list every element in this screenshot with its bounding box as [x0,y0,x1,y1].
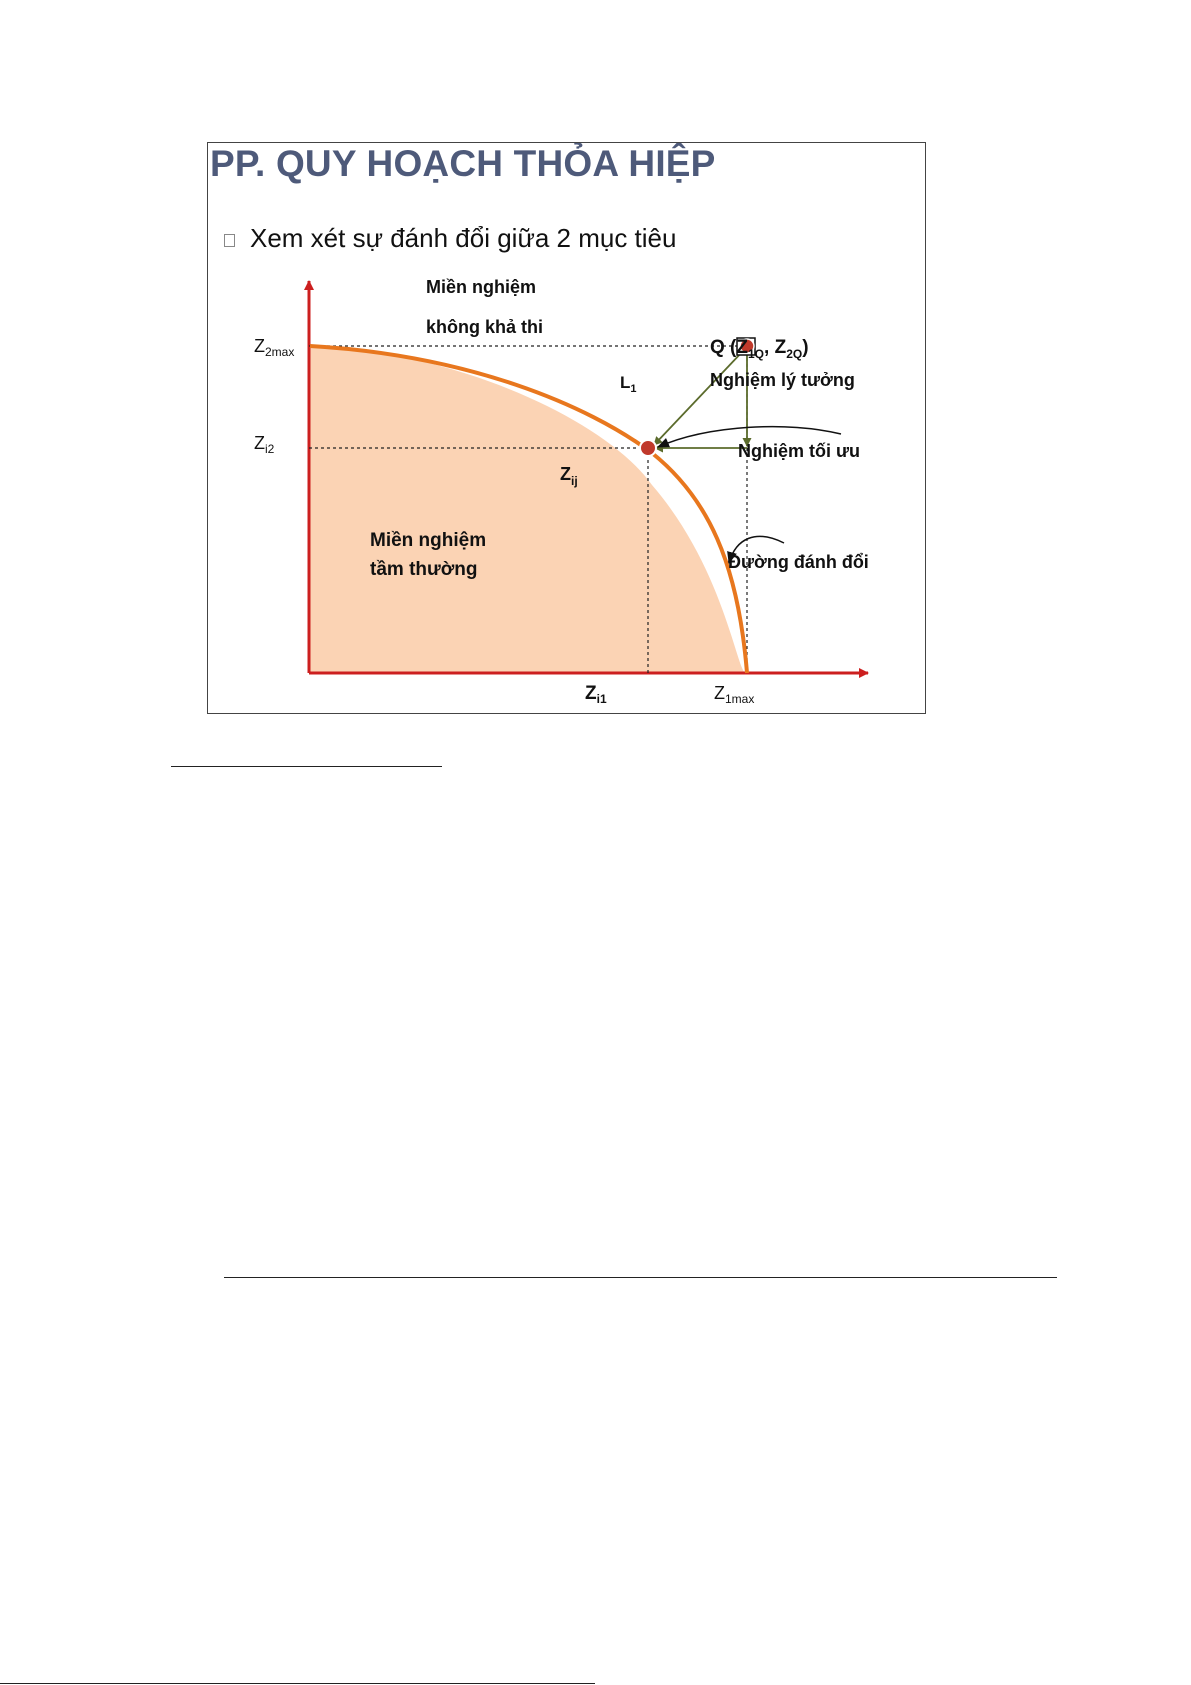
trivial-region-fill [310,346,747,673]
section-separator-rule [224,1277,1057,1278]
trivial-region-label-2: tầm thường [370,559,478,580]
optimal-solution-label: Nghiệm tối ưu [738,441,861,461]
footnote-separator-rule [171,766,442,767]
optimal-point-label: $Z_{ij}$ [560,464,578,488]
zi1-label: $Z_{i1}$ [585,683,607,706]
ideal-point-label: Q ($Z_{1Q}$, $Z_{2Q}$) [710,337,809,361]
infeasible-region-label-2: không khả thi [426,317,543,337]
zi2-label: $Z_{i2}$ [254,433,275,456]
distance-l1-label: $L_1$ [620,373,637,395]
z2max-label: $Z_{2max}$ [254,336,295,359]
bullet-text: Xem xét sự đánh đổi giữa 2 mục tiêu [250,223,677,253]
trivial-region-label-1: Miền nghiệm [370,530,487,551]
slide-frame [207,142,926,714]
tradeoff-curve-label: Đường đánh đổi [728,552,869,572]
slide-title: PP. QUY HOẠCH THỎA HIỆP [210,143,716,184]
infeasible-region-label-1: Miền nghiệm [426,277,537,297]
z1max-label: $Z_{1max}$ [714,683,755,706]
bottom-rule [0,1683,595,1684]
ideal-solution-label: Nghiệm lý tưởng [710,370,855,390]
optimal-point [640,440,656,456]
l1-distance-arrow [654,351,743,445]
tradeoff-diagram [208,143,926,714]
